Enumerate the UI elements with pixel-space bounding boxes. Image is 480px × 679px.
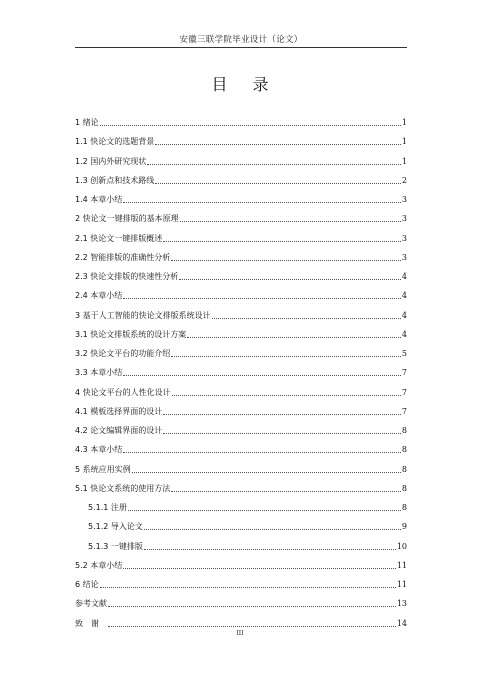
- toc-entry-label: 致谢: [75, 618, 107, 628]
- toc-entry[interactable]: [75, 113, 407, 132]
- toc-entry[interactable]: [75, 479, 407, 498]
- toc-entry-page: 8: [401, 426, 407, 436]
- toc-dot-leader: [123, 367, 401, 376]
- toc-entry-label: 2.4 本章小结: [75, 291, 123, 301]
- toc-entry[interactable]: [75, 363, 407, 382]
- toc-entry-page: 4: [401, 310, 407, 320]
- toc-dot-leader: [123, 444, 401, 453]
- toc-dot-leader: [187, 329, 401, 338]
- toc-entry[interactable]: [75, 286, 407, 305]
- toc-entry-page: 8: [401, 445, 407, 455]
- toc-dot-leader: [155, 175, 401, 184]
- toc-entry[interactable]: [75, 421, 407, 440]
- toc-entry-label: 2.3 快论文排版的快速性分析: [75, 272, 179, 282]
- toc-entry[interactable]: [75, 248, 407, 267]
- toc-entry[interactable]: [75, 575, 407, 594]
- toc-entry-page: 3: [401, 233, 407, 243]
- toc-dot-leader: [100, 579, 396, 588]
- toc-entry[interactable]: [75, 498, 407, 517]
- page-title: 目 录: [211, 75, 279, 94]
- toc-entry[interactable]: [75, 152, 407, 171]
- toc-dot-leader: [144, 541, 396, 550]
- toc-entry-page: 3: [401, 252, 407, 262]
- toc-dot-leader: [155, 136, 401, 145]
- toc-entry[interactable]: [75, 229, 407, 248]
- toc-entry-page: 13: [396, 599, 407, 609]
- header-rule: [75, 47, 407, 48]
- toc-entry[interactable]: [75, 190, 407, 209]
- toc-dot-leader: [100, 117, 401, 126]
- toc-entry-label: 5 系统应用实例: [75, 464, 131, 474]
- toc-entry-label: 4.1 模板选择界面的设计: [75, 406, 163, 416]
- toc-entry-label: 5.1 快论文系统的使用方法: [75, 483, 171, 493]
- table-of-contents: [75, 113, 407, 633]
- toc-entry-label: 6 结论: [75, 580, 99, 590]
- toc-entry-label: 3 基于人工智能的快论文排版系统设计: [75, 310, 211, 320]
- toc-entry-page: 1: [401, 118, 407, 128]
- toc-entry[interactable]: [75, 325, 407, 344]
- toc-entry[interactable]: [75, 171, 407, 190]
- toc-entry-page: 3: [401, 214, 407, 224]
- toc-dot-leader: [128, 502, 401, 511]
- toc-dot-leader: [163, 425, 401, 434]
- toc-entry[interactable]: [75, 537, 407, 556]
- toc-entry-page: 3: [401, 195, 407, 205]
- toc-entry-label: 2 快论文一键排版的基本原理: [75, 214, 179, 224]
- toc-entry[interactable]: [75, 209, 407, 228]
- toc-entry[interactable]: [75, 594, 407, 613]
- toc-entry[interactable]: [75, 344, 407, 363]
- toc-entry-label: 1.3 创新点和技术路线: [75, 175, 155, 185]
- toc-entry-page: 10: [396, 541, 407, 551]
- toc-entry-page: 4: [401, 272, 407, 282]
- toc-dot-leader: [108, 618, 396, 627]
- toc-dot-leader: [123, 290, 401, 299]
- toc-dot-leader: [144, 521, 401, 530]
- toc-entry-page: 1: [401, 137, 407, 147]
- toc-entry[interactable]: [75, 306, 407, 325]
- toc-entry-label: 3.1 快论文排版系统的设计方案: [75, 329, 187, 339]
- toc-entry-label: 1 绪论: [75, 118, 99, 128]
- toc-entry-page: 11: [396, 560, 407, 570]
- toc-dot-leader: [108, 598, 396, 607]
- toc-dot-leader: [212, 310, 401, 319]
- toc-entry[interactable]: [75, 556, 407, 575]
- toc-dot-leader: [179, 271, 401, 280]
- toc-entry-page: 8: [401, 483, 407, 493]
- toc-dot-leader: [171, 348, 401, 357]
- toc-dot-leader: [171, 252, 401, 261]
- running-header: 安徽三联学院毕业设计（论文）: [179, 35, 303, 45]
- toc-entry-page: 1: [401, 156, 407, 166]
- toc-entry-page: 8: [401, 464, 407, 474]
- toc-entry-page: 8: [401, 503, 407, 513]
- toc-dot-leader: [163, 406, 401, 415]
- toc-entry-label: 4 快论文平台的人性化设计: [75, 387, 171, 397]
- toc-entry-page: 7: [401, 368, 407, 378]
- toc-entry[interactable]: [75, 383, 407, 402]
- toc-entry-label: 5.1.2 导入论文: [88, 522, 143, 532]
- toc-entry-label: 2.2 智能排版的准确性分析: [75, 252, 171, 262]
- toc-entry-label: 3.3 本章小结: [75, 368, 123, 378]
- toc-entry-label: 1.1 快论文的选题背景: [75, 137, 155, 147]
- toc-entry-page: 4: [401, 329, 407, 339]
- toc-entry-page: 2: [401, 175, 407, 185]
- toc-dot-leader: [123, 194, 401, 203]
- toc-entry-label: 4.2 论文编辑界面的设计: [75, 426, 163, 436]
- page-number: III: [236, 630, 244, 637]
- toc-dot-leader: [163, 233, 401, 242]
- toc-dot-leader: [171, 483, 401, 492]
- toc-entry-page: 4: [401, 291, 407, 301]
- toc-entry-page: 11: [396, 580, 407, 590]
- toc-entry[interactable]: [75, 132, 407, 151]
- toc-entry-label: 参考文献: [75, 599, 107, 609]
- toc-entry[interactable]: [75, 402, 407, 421]
- toc-entry-page: 5: [401, 349, 407, 359]
- toc-dot-leader: [132, 464, 401, 473]
- toc-entry-page: 7: [401, 406, 407, 416]
- toc-entry[interactable]: [75, 517, 407, 536]
- toc-entry-label: 1.2 国内外研究现状: [75, 156, 147, 166]
- toc-entry-page: 14: [396, 618, 407, 628]
- toc-entry-page: 9: [401, 522, 407, 532]
- toc-dot-leader: [180, 213, 401, 222]
- toc-entry-label: 2.1 快论文一键排版概述: [75, 233, 163, 243]
- toc-entry-label: 4.3 本章小结: [75, 445, 123, 455]
- toc-dot-leader: [172, 387, 401, 396]
- toc-entry[interactable]: [75, 440, 407, 459]
- toc-entry[interactable]: [75, 267, 407, 286]
- toc-entry[interactable]: [75, 460, 407, 479]
- toc-dot-leader: [147, 156, 401, 165]
- toc-entry-label: 5.2 本章小结: [75, 560, 123, 570]
- toc-dot-leader: [123, 560, 396, 569]
- toc-entry-page: 7: [401, 387, 407, 397]
- toc-entry-label: 5.1.1 注册: [88, 503, 127, 513]
- toc-entry-label: 1.4 本章小结: [75, 195, 123, 205]
- toc-entry-label: 3.2 快论文平台的功能介绍: [75, 349, 171, 359]
- toc-entry-label: 5.1.3 一键排版: [88, 541, 143, 551]
